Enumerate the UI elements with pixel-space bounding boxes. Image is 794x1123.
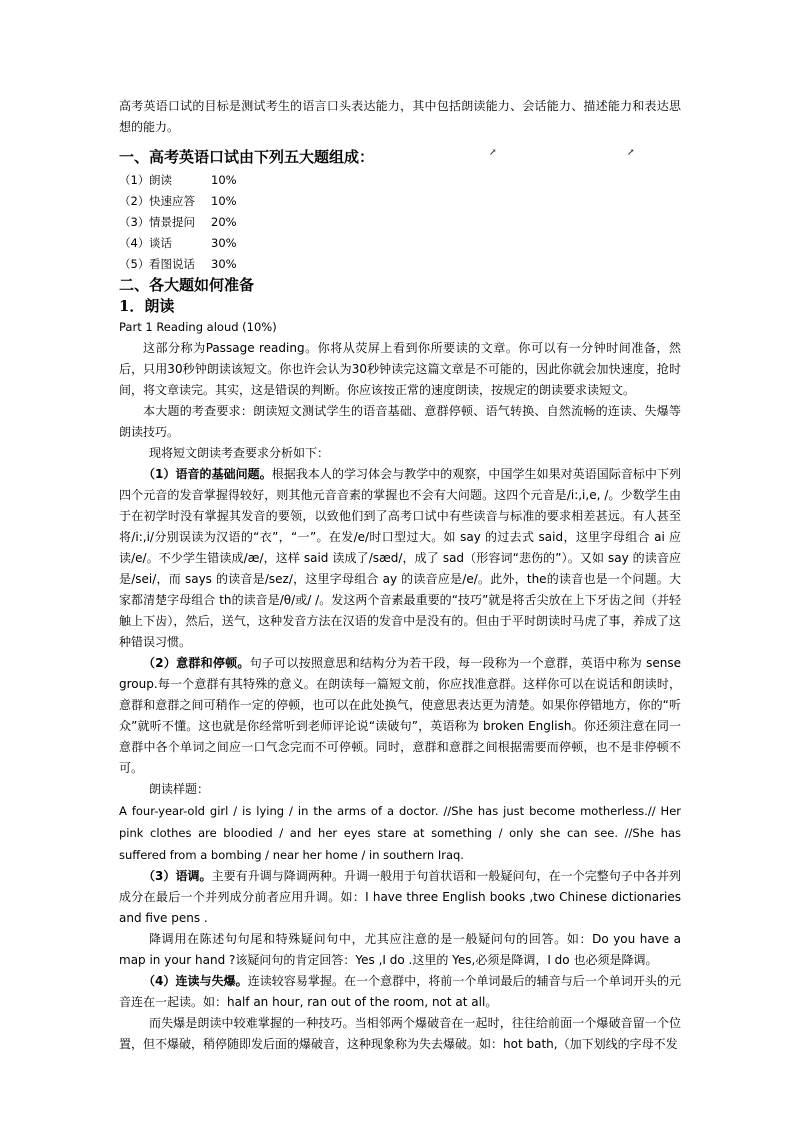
- section2-title: 二、各大题如何准备: [119, 276, 255, 294]
- point-label: （4）连读与失爆。: [143, 974, 248, 988]
- point-text: 句子可以按照意思和结构分为若干段，每一段称为一个意群，英语中称为 sense group.每一个意群有其特殊的意义。在朗读每一篇短文前，你应找准意群。这样你可以在说话和朗读时，意群和意群之间可稍作一定的停顿，也可以在此处换气，使意思表达更为清楚。如果你停错地方，你的“听众”就听不懂。这也就是你经常听到老师评论说“读破句”，英语称为 broken English。你还须注意在同一意群中各个单词之间应一口气念完而不可停顿。同时，意群和意群之间根据需要而停顿，也不是非停顿不可。: [119, 656, 681, 775]
- list-item: （2） 快速应答 10%: [119, 194, 237, 208]
- paragraph: 而失爆是朗读中较难掌握的一种技巧。当相邻两个爆破音在一起时，往往给前面一个爆破音留一个位置，但不爆破，稍停随即发后面的爆破音，这种现象称为失去爆破。如：hot bath,（加下划线的字母不发: [119, 1016, 681, 1051]
- list-item: （3） 情景提问 20%: [119, 215, 237, 229]
- paragraph: [119, 866, 681, 929]
- paragraph: 这部分称为Passage reading。你将从荧屏上看到你所要读的文章。你可以有一分钟时间准备，然后，只用30秒钟朗读该短文。你也许会认为30秒钟读完这篇文章是不可能的，因此你就会加快速度，抢时间，将文章读完。其实，这是错误的判断。你应该按正常的速度朗读，按规定的朗读要求读短文。: [119, 341, 681, 397]
- corner-arrow-icon: ↗: [627, 148, 635, 158]
- point-label: （2）意群和停顿。: [143, 656, 250, 670]
- point-label: （1）语音的基础问题。: [143, 467, 272, 481]
- section1-heading: [119, 146, 681, 168]
- list-item: （4） 谈话 30%: [119, 236, 237, 250]
- list-item: （1） 朗读 10%: [119, 173, 237, 187]
- part-label: Part 1 Reading aloud (10%): [119, 320, 277, 334]
- sample-passage: A four-year-old girl / is lying / in the arms of a doctor. //She has just become motherless.// Her pink clothes are bloodied / and her eyes stare at something / only she can see. //She has suffered from a bombing / near her home / in southern Iraq.: [119, 804, 681, 862]
- point-text: 根据我本人的学习体会与教学中的观察，中国学生如果对英语国际音标中下列四个元音的发音掌握得较好，则其他元音音素的掌握也不会有大问题。这四个元音是/i:,i,e, /。少数学生由于在初学时没有掌握其发音的要领，以致他们到了高考口试中有些读音与标准的要求相差甚远。有人甚至将/i:,i/分别误读为汉语的“衣”，“一”。在发/e/时口型过大。如 say 的过去式 said，这里字母组合 ai 应读/e/。不少学生错读成/æ/，这样 said 读成了/sæd/，成了 sad（形容词“悲伤的”）。又如 say 的读音应是/sei/，而 says 的读音是/sez/，这里字母组合 ay 的读音应是/e/。此外，the的读音也是一个问题。大家都清楚字母组合 th的读音是/θ/或/ /。发这两个音素最重要的“技巧”就是将舌尖放在上下牙齿之间（并轻触上下齿），然后，送气，这种发音方法在汉语的发音中是没有的。但由于平时朗读时马虎了事，养成了这种错误习惯。: [119, 467, 681, 649]
- document-page: [119, 96, 681, 1055]
- subsection-title: 1．朗读: [119, 297, 175, 315]
- paragraph: [119, 464, 681, 653]
- corner-arrow-icon: ↗: [489, 148, 497, 158]
- paragraph: 降调用在陈述句句尾和特殊疑问句中，尤其应注意的是一般疑问句的回答。如：Do you have a map in your hand ?该疑问句的肯定回答：Yes ,I do .这里的 Yes,必须是降调，I do 也必须是降调。: [119, 932, 681, 967]
- exam-items-list: [119, 170, 681, 275]
- paragraph: 现将短文朗读考查要求分析如下：: [149, 446, 330, 460]
- point-label: （3）语调。: [143, 869, 212, 883]
- paragraph: [119, 653, 681, 779]
- paragraph: 本大题的考查要求：朗读短文测试学生的语音基础、意群停顿、语气转换、自然流畅的连读、失爆等朗读技巧。: [119, 404, 681, 439]
- list-item: （5） 看图说话 30%: [119, 257, 237, 271]
- section1-title: 一、高考英语口试由下列五大题组成：: [119, 148, 375, 166]
- paragraph: [119, 971, 681, 1013]
- point-text: 连读较容易掌握。在一个意群中，将前一个单词最后的辅音与后一个单词开头的元音连在一起读。如：half an hour, ran out of the room, not at all。: [119, 974, 681, 1009]
- intro-paragraph: 高考英语口试的目标是测试考生的语言口头表达能力，其中包括朗读能力、会话能力、描述能力和表达思想的能力。: [119, 99, 681, 134]
- sample-label: 朗读样题：: [149, 782, 210, 796]
- point-text: 主要有升调与降调两种。升调一般用于句首状语和一般疑问句，在一个完整句子中各并列成分在最后一个并列成分前者应用升调。如：I have three English books ,two Chinese dictionaries and five pens .: [119, 869, 681, 925]
